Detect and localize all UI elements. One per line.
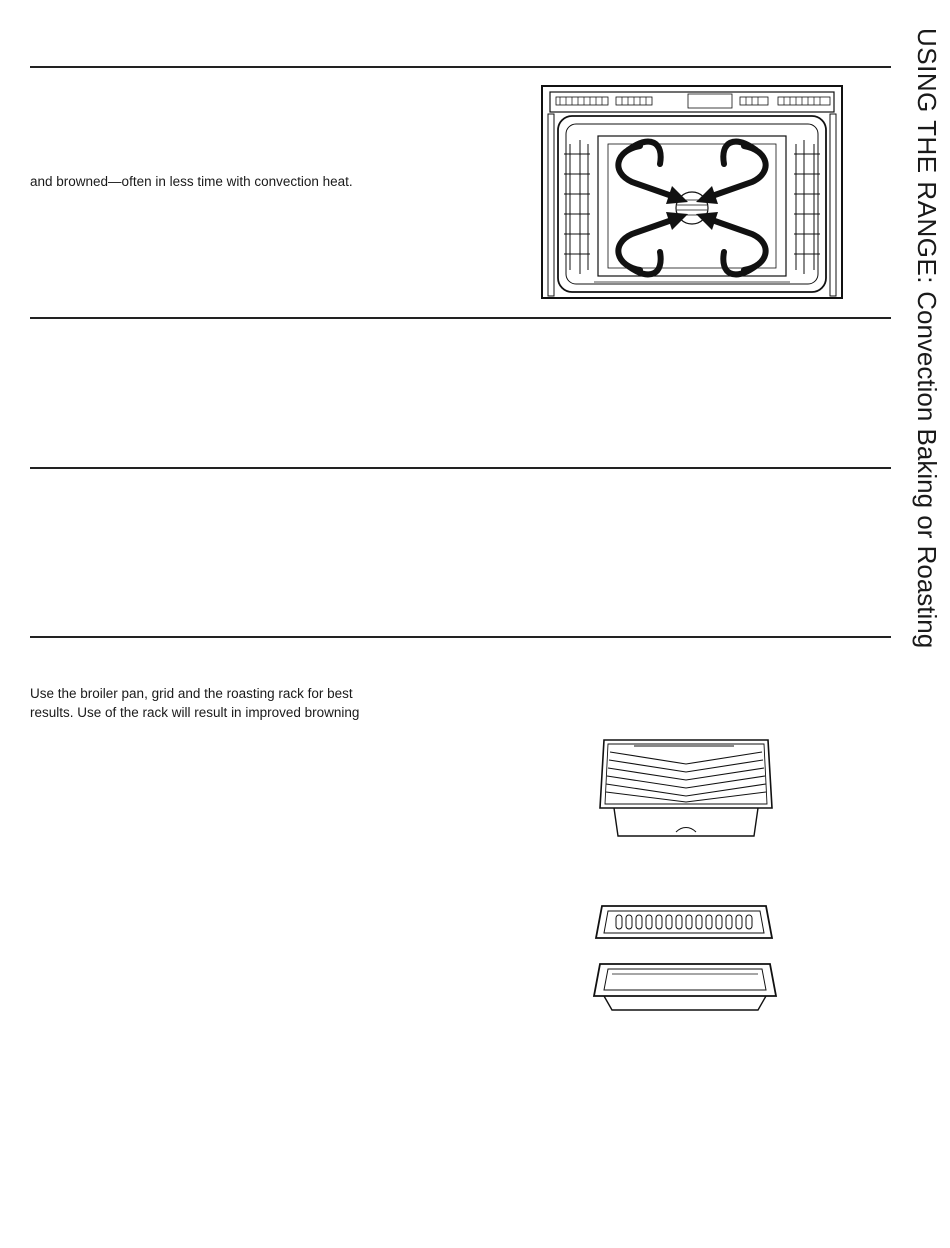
section-divider-3 <box>30 467 891 469</box>
section-divider-4 <box>30 636 891 638</box>
side-title-prefix: USING THE RANGE: <box>912 28 942 285</box>
section-divider-2 <box>30 317 891 319</box>
roasting-rack-icon <box>594 724 778 842</box>
broiler-pan-icon <box>590 956 780 1014</box>
roasting-text-line-1: Use the broiler pan, grid and the roasting rack for best <box>30 686 353 701</box>
convection-intro-text: and browned—often in less time with convection heat. <box>30 174 353 189</box>
page-side-title <box>912 28 942 648</box>
oven-convection-airflow-icon <box>540 84 844 300</box>
roasting-text-line-2: results. Use of the rack will result in improved browning <box>30 705 360 720</box>
side-title-suffix: Convection Baking or Roasting <box>912 284 942 649</box>
broiler-grid-icon <box>594 902 774 942</box>
section-divider-1 <box>30 66 891 68</box>
